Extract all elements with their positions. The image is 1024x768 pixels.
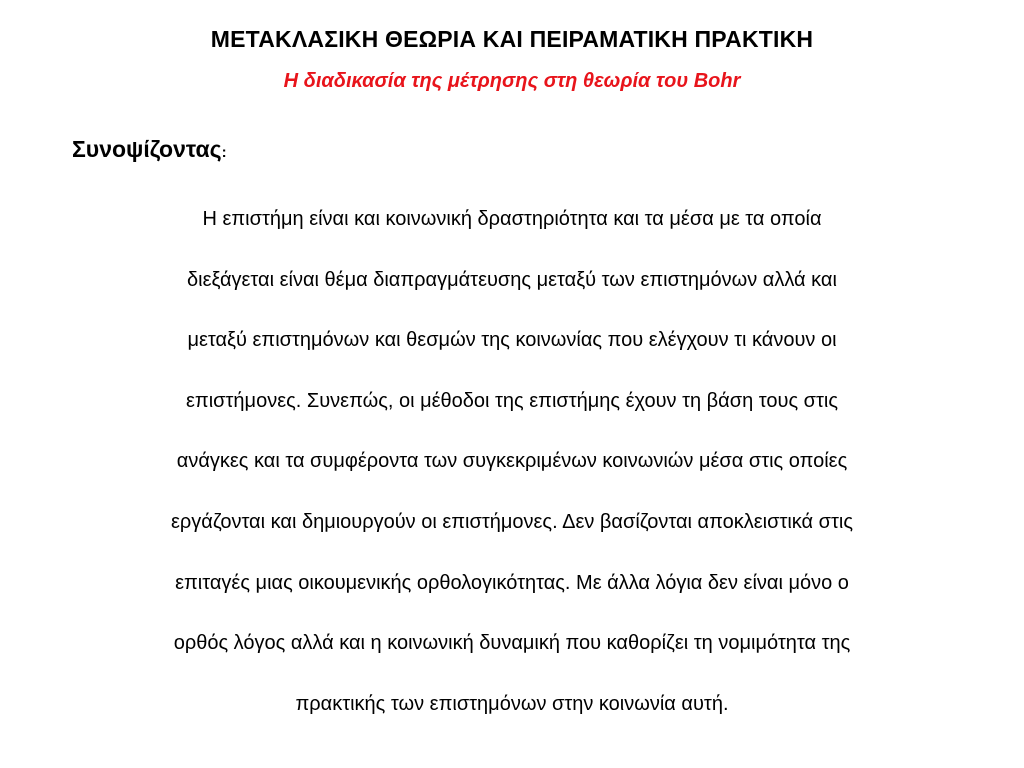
body-line: εργάζονται και δημιουργούν οι επιστήμονες. Δεν βασίζονται αποκλειστικά στις [170, 510, 853, 533]
body-line: επιστήμονες. Συνεπώς, οι μέθοδοι της επιστήμης έχουν τη βάση τους στις [186, 389, 838, 412]
body-line: ανάγκες και τα συμφέροντα των συγκεκριμένων κοινωνιών μέσα στις οποίες [176, 450, 848, 473]
body-line: διεξάγεται είναι θέμα διαπραγμάτευσης μεταξύ των επιστημόνων αλλά και [187, 268, 837, 291]
body-line: επιταγές μιας οικουμενικής ορθολογικότητας. Με άλλα λόγια δεν είναι μόνο ο [175, 571, 849, 594]
slide-title: ΜΕΤΑΚΛΑΣΙΚΗ ΘΕΩΡΙΑ ΚΑΙ ΠΕΙΡΑΜΑΤΙΚΗ ΠΡΑΚΤΙΚΗ [210, 26, 814, 52]
section-heading-colon: : [221, 144, 227, 161]
body-line: μεταξύ επιστημόνων και θεσμών της κοινωνίας που ελέγχουν τι κάνουν οι [187, 329, 837, 352]
slide-subtitle: Η διαδικασία της μέτρησης στη θεωρία του Bohr [283, 70, 741, 92]
section-heading-text: Συνοψίζοντας [72, 136, 222, 162]
body-paragraph [60, 189, 964, 734]
body-line: πρακτικής των επιστημόνων στην κοινωνία αυτή. [295, 692, 729, 715]
body-line: Η επιστήμη είναι και κοινωνική δραστηριότητα και τα μέσα με τα οποία [202, 208, 822, 230]
body-line: ορθός λόγος αλλά και η κοινωνική δυναμική που καθορίζει τη νομιμότητα της [173, 632, 851, 655]
section-heading [72, 136, 227, 163]
